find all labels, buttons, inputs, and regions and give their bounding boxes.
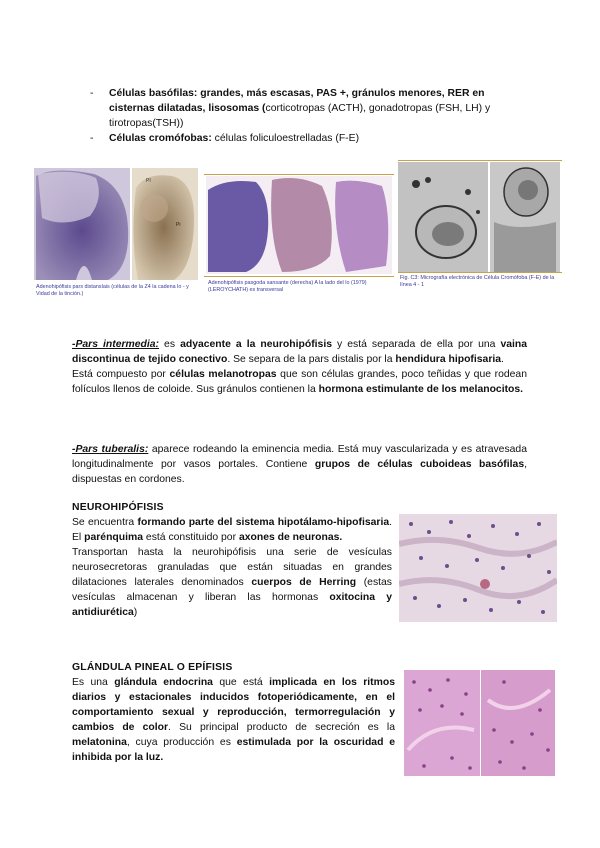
pars-intermedia-paragraph-2 <box>72 367 527 397</box>
bold-run: parénquima <box>84 532 144 543</box>
text-run: es <box>159 339 181 350</box>
cell-type-list <box>90 86 530 146</box>
neurohipofisis-paragraph-2 <box>72 545 392 620</box>
label-pi-2: Pi <box>176 222 181 228</box>
text-run: . <box>501 354 504 365</box>
figure-3-border-top <box>398 160 562 161</box>
text-run: (estas vesículas almacenan y liberan las hormonas <box>72 577 392 603</box>
basophil-normal-text: corticotropas (ACTH), gonadotropas (FSH, LH) y tirotropas(TSH)) <box>109 103 491 129</box>
bold-run: hormona estimulante de los melanocitos. <box>318 384 524 395</box>
figure-adenohypophysis-stain <box>34 168 198 280</box>
text-run: . El <box>72 517 393 543</box>
text-run: ) <box>133 607 138 618</box>
histology-image <box>206 176 392 274</box>
bold-run: hendidura hipofisaria <box>395 354 502 365</box>
figure-3-border-bottom <box>398 272 562 273</box>
figure-2-caption: Adenohipófisis pasgoda sansante (derecha) A la lado del lo (1979) (LEROYCHATH) es transversal <box>208 280 367 293</box>
text-run: está constituido por <box>143 532 239 543</box>
text-run: Transportan hasta la neurohipófisis una serie de vesículas neurosecretoras granuladas que están situadas en grandes dilataciones laterales denominados <box>72 547 392 588</box>
text-run: , cuya producción es <box>126 737 237 748</box>
text-run: . Su principal producto de secreción es la <box>168 722 395 733</box>
figure-pars-intermedia-stain <box>206 176 392 274</box>
list-item <box>90 131 530 146</box>
bold-run: melatonina <box>72 737 127 748</box>
pars-tuberalis-paragraph <box>72 442 527 487</box>
figure-1-caption: Adenohipófisis pars distanslais (células de la Z4 la cadena lo - y Vidad de la tinción.) <box>36 284 189 297</box>
pars-tuberalis-section <box>72 442 527 487</box>
glandula-pineal-section <box>72 675 395 765</box>
glandula-pineal-heading: GLÁNDULA PINEAL O EPÍFISIS <box>72 662 233 673</box>
chromophobe-normal-text: células foliculoestrelladas (F-E) <box>211 133 360 144</box>
text-run: Está compuesto por <box>72 369 170 380</box>
text-run: . Se separa de la pars distalis por la <box>227 354 396 365</box>
neurohypophysis-histology-image <box>399 514 557 622</box>
text-run: , dispuestas en cordones. <box>72 459 527 485</box>
histology-image <box>34 168 198 280</box>
bullet-dash: - <box>90 133 94 144</box>
bold-run: glándula endocrina <box>114 677 213 688</box>
text-run: y está separada de ella por una <box>332 339 501 350</box>
pars-tuberalis-title: -Pars tuberalis: <box>72 444 149 455</box>
text-run: Se encuentra <box>72 517 138 528</box>
bold-run: axones de neuronas. <box>238 532 343 543</box>
histology-image <box>399 514 557 622</box>
neurohipofisis-heading: NEUROHIPÓFISIS <box>72 502 164 513</box>
bold-run: oxitocina y antidiurética <box>72 592 393 618</box>
pars-intermedia-section <box>72 337 527 397</box>
chromophobe-bold-text: Células cromófobas: <box>109 133 212 144</box>
label-pi: PI <box>146 178 151 184</box>
glandula-pineal-paragraph <box>72 675 395 765</box>
list-item <box>90 86 530 131</box>
histology-image <box>404 670 555 776</box>
bullet-dash: - <box>90 88 94 99</box>
bold-run: formando parte del sistema hipotálamo-hipofisaria <box>137 517 390 528</box>
bold-run: grupos de células cuboideas basófilas <box>314 459 525 470</box>
neurohipofisis-section <box>72 515 392 620</box>
bold-run: células melanotropas <box>169 369 277 380</box>
bold-run: estimulada por la oscuridad e inhibida por la luz. <box>72 737 395 763</box>
bold-run: implicada en los ritmos diarios y estacionales inducidos fotoperiódicamente, en el comportamiento sexual y reproducción, termorregulación y cambios de color <box>72 677 395 733</box>
text-run: Es una <box>72 677 115 688</box>
pars-intermedia-paragraph <box>72 337 527 367</box>
figure-electron-micrograph <box>398 162 560 272</box>
neurohipofisis-paragraph <box>72 515 392 545</box>
bold-run: vaina discontinua de tejido conectivo <box>72 339 528 365</box>
pineal-histology-image <box>404 670 555 776</box>
text-run: aparece rodeando la eminencia media. Está muy vascularizada y es atravesada longitudinalmente por vasos portales. Contiene <box>72 444 527 470</box>
text-run: que son células grandes, poco teñidas y que rodean folículos llenos de coloide. Sus gránulos contienen la <box>72 369 527 395</box>
figure-3-caption: Fig. C3: Micrografía electrónica de Célula Cromófoba (F-E) de la línea 4 - 1 <box>400 275 555 288</box>
figure-2-border-top <box>204 174 394 175</box>
bold-run: adyacente a la neurohipófisis <box>180 339 332 350</box>
pars-intermedia-title: -Pars intermedia: <box>72 339 160 350</box>
basophil-bold-text: Células basófilas: grandes, más escasas, PAS +, gránulos menores, RER en cisternas dilatadas, lisosomas ( <box>109 88 485 114</box>
micrograph-image <box>398 162 560 272</box>
figure-2-border-bottom <box>204 276 394 277</box>
text-run: que está <box>212 677 270 688</box>
bold-run: cuerpos de Herring <box>251 577 357 588</box>
